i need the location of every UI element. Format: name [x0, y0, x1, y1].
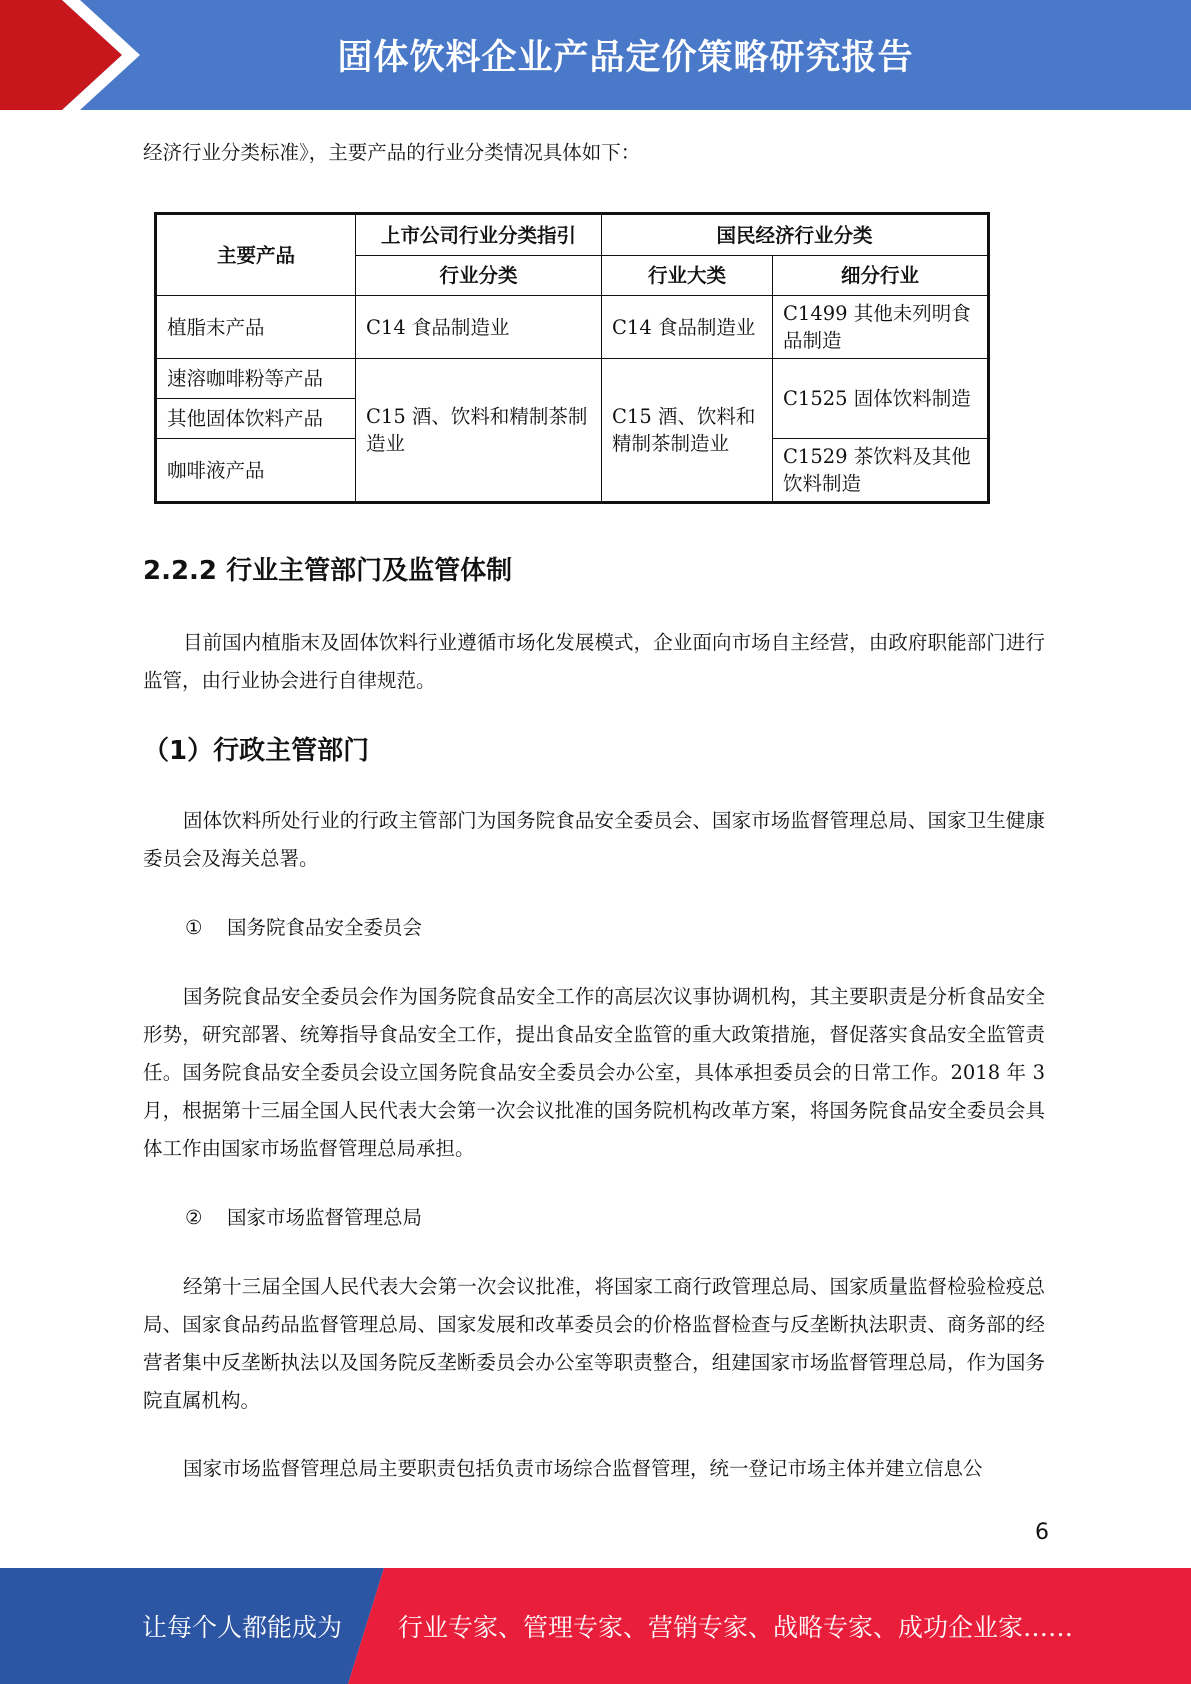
item-2-label: 国家市场监督管理总局	[227, 1206, 423, 1229]
page-footer	[0, 1568, 1191, 1684]
product-cell: 速溶咖啡粉等产品	[156, 359, 356, 399]
class-cell-merged: C15 酒、饮料和精制茶制造业	[356, 359, 602, 503]
product-cell: 植脂末产品	[156, 296, 356, 359]
section-222-paragraph: 目前国内植脂末及固体饮料行业遵循市场化发展模式，企业面向市场自主经营，由政府职能部门进行监管，由行业协会进行自律规范。	[143, 631, 1045, 692]
intro-line: 经济行业分类标准》，主要产品的行业分类情况具体如下：	[143, 141, 641, 164]
header-industry-major: 行业大类	[602, 256, 773, 296]
table-row	[156, 359, 989, 399]
item-2-label-row	[185, 1199, 422, 1237]
item-2-paragraph: 经第十三届全国人民代表大会第一次会议批准，将国家工商行政管理总局、国家质量监督检验检疫总局、国家食品药品监督管理总局、国家发展和改革委员会的价格监督检查与反垄断执法职责、商务部的经营者集中反垄断执法以及国务院反垄断委员会办公室等职责整合，组建国家市场监督管理总局，作为国务院直属机构。	[143, 1275, 1045, 1412]
header-national-classification: 国民经济行业分类	[602, 214, 989, 256]
header-industry-class: 行业分类	[356, 256, 602, 296]
item-1-label-row	[185, 909, 422, 947]
class-cell: C14 食品制造业	[356, 296, 602, 359]
detail-cell: C1499 其他未列明食品制造	[773, 296, 989, 359]
header-industry-detail: 细分行业	[773, 256, 989, 296]
red-chevron-decoration	[0, 0, 150, 110]
page-number: 6	[1035, 1520, 1049, 1545]
page-header	[0, 0, 1191, 110]
item-1-label: 国务院食品安全委员会	[227, 916, 423, 939]
report-title: 固体饮料企业产品定价策略研究报告	[337, 38, 914, 78]
header-main-product: 主要产品	[156, 214, 356, 296]
item-1-paragraph: 国务院食品安全委员会作为国务院食品安全工作的高层次议事协调机构，其主要职责是分析食品安全形势，研究部署、统筹指导食品安全工作，提出食品安全监管的重大政策措施，督促落实食品安全监管责任。国务院食品安全委员会设立国务院食品安全委员会办公室，具体承担委员会的日常工作。2018 年 3 月，根据第十三届全国人民代表大会第一次会议批准的国务院机构改革方案，将国务院食品安全委员会具体工作由国家市场监督管理总局承担。	[143, 985, 1045, 1160]
detail-cell-tea-beverage: C1529 茶饮料及其他饮料制造	[773, 439, 989, 503]
section-admin-paragraph: 固体饮料所处行业的行政主管部门为国务院食品安全委员会、国家市场监督管理总局、国家卫生健康委员会及海关总署。	[143, 809, 1045, 870]
table-row	[156, 296, 989, 359]
major-cell-merged: C15 酒、饮料和精制茶制造业	[602, 359, 773, 503]
section-heading-admin: （1）行政主管部门	[143, 736, 370, 766]
footer-slogan-right: 行业专家、管理专家、营销专家、战略专家、成功企业家……	[398, 1613, 1074, 1642]
product-cell: 其他固体饮料产品	[156, 399, 356, 439]
footer-slogan-left: 让每个人都能成为	[142, 1613, 343, 1642]
item-2-paragraph-continued: 国家市场监督管理总局主要职责包括负责市场综合监督管理，统一登记市场主体并建立信息公	[183, 1457, 983, 1480]
section-heading-222: 2.2.2 行业主管部门及监管体制	[143, 556, 513, 586]
industry-classification-table	[154, 212, 990, 504]
item-2-number: ②	[185, 1206, 203, 1229]
major-cell: C14 食品制造业	[602, 296, 773, 359]
item-1-number: ①	[185, 916, 203, 939]
detail-cell-solid-beverage: C1525 固体饮料制造	[773, 359, 989, 439]
product-cell: 咖啡液产品	[156, 439, 356, 503]
header-listed-guideline: 上市公司行业分类指引	[356, 214, 602, 256]
